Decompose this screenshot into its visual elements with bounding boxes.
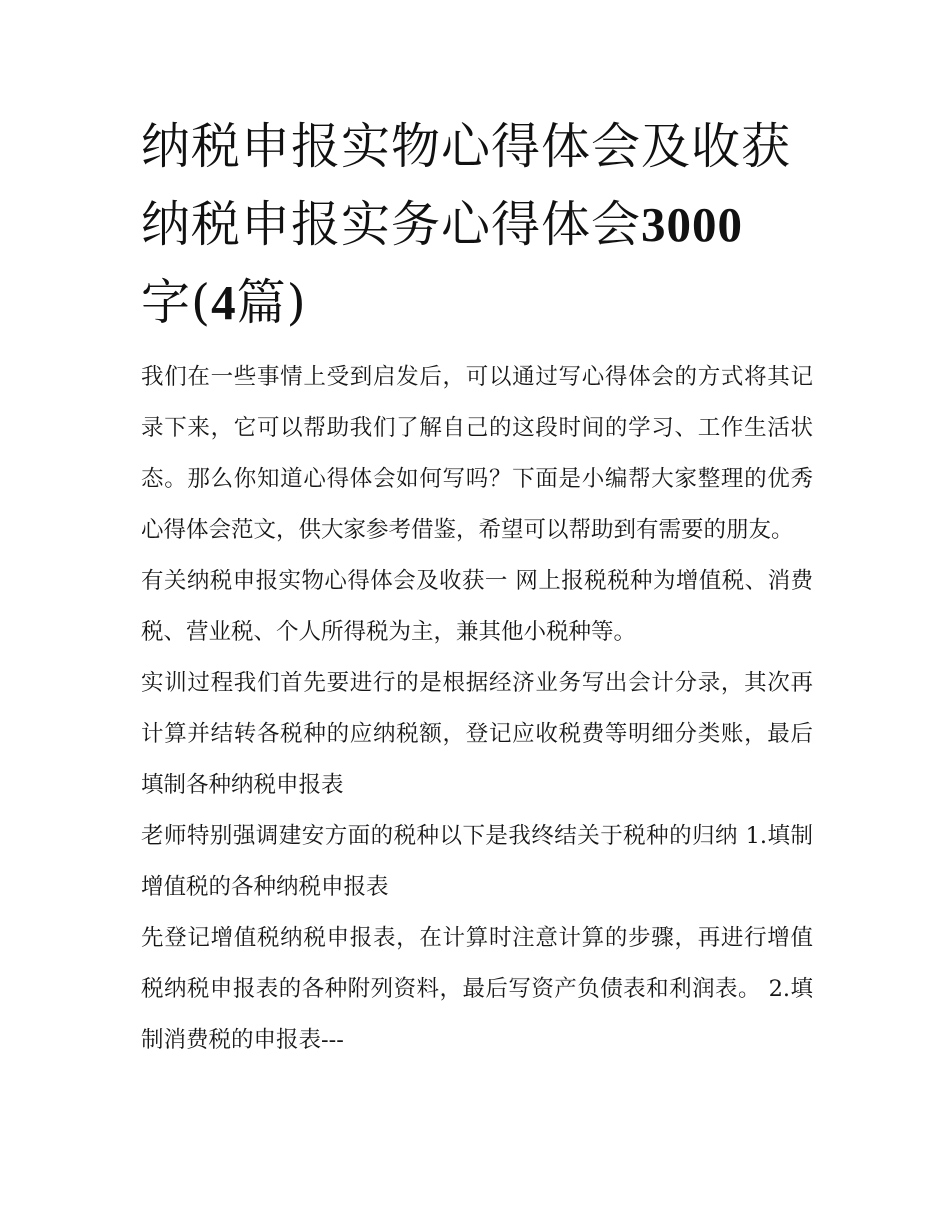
title-text-unit: 字( (141, 274, 212, 331)
document-title (141, 108, 821, 342)
document-body (141, 352, 813, 1066)
paragraph-teacher-emphasis: 老师特别强调建安方面的税种以下是我终结关于税种的归纳 1.填制增值税的各种纳税申报表 (141, 823, 813, 900)
title-word-count: 3000 (641, 197, 744, 252)
title-text-end: 篇) (236, 274, 307, 331)
paragraph-intro: 我们在一些事情上受到启发后，可以通过写心得体会的方式将其记录下来，它可以帮助我们了解自己的这段时间的学习、工作生活状态。那么你知道心得体会如何写吗？下面是小编帮大家整理的优秀心得体会范文，供大家参考借鉴，希望可以帮助到有需要的朋友。 (141, 364, 813, 543)
paragraph-tax-types: 有关纳税申报实物心得体会及收获一 网上报税税种为增值税、消费税、营业税、个人所得税为主，兼其他小税种等。 (141, 568, 813, 645)
title-article-count: 4 (211, 275, 237, 330)
title-text-main: 纳税申报实物心得体会及收获纳税申报实务心得体会 (141, 118, 792, 253)
paragraph-vat-filing: 先登记增值税纳税申报表，在计算时注意计算的步骤，再进行增值税纳税申报表的各种附列资料，最后写资产负债表和利润表。 2.填制消费税的申报表--- (141, 925, 813, 1053)
paragraph-training-process: 实训过程我们首先要进行的是根据经济业务写出会计分录，其次再计算并结转各税种的应纳税额，登记应收税费等明细分类账，最后填制各种纳税申报表 (141, 670, 813, 798)
